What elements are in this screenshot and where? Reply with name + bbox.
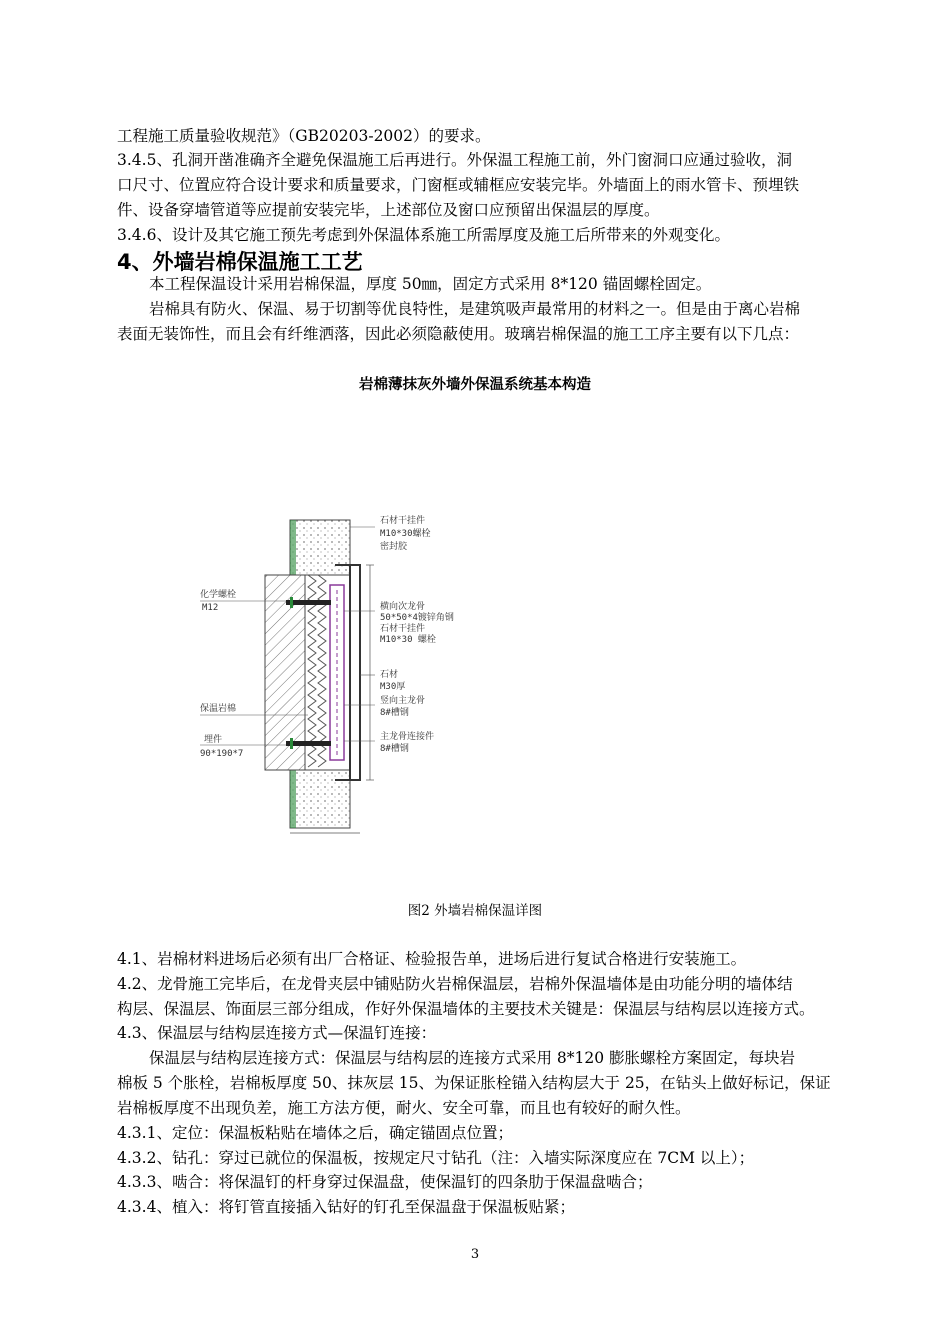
line-17: 4.3.2、钻孔：穿过已就位的保温板，按规定尺寸钻孔（注：入墙实际深度应在 7CM 以上）； — [117, 1149, 755, 1167]
label-stone-hanger-2: 石材干挂件 — [380, 624, 426, 634]
label-keel-connector: 主龙骨连接件 — [380, 732, 435, 742]
label-chemical-bolt: 化学螺栓 — [200, 590, 237, 600]
line-14: 棉板 5 个胀栓，岩棉板厚度 50、抹灰层 15、为保证胀栓锚入结构层大于 25，在钻头上做好标记，保证 — [117, 1074, 831, 1092]
label-stone-thickness: M30厚 — [380, 682, 406, 692]
wall-insulation-detail-drawing — [190, 505, 490, 840]
line-4: 件、设备穿墙管道等应提前安装完毕，上述部位及窗口应预留出保温层的厚度。 — [117, 201, 660, 219]
label-m12: M12 — [202, 603, 219, 613]
line-7: 岩棉具有防火、保温、易于切割等优良特性，是建筑吸声最常用的材料之一。但是由于离心岩棉 — [149, 300, 801, 318]
page-number: 3 — [470, 1247, 480, 1262]
label-channel-1: 8#槽钢 — [380, 708, 409, 718]
line-12: 4.3、保温层与结构层连接方式—保温钉连接： — [117, 1024, 437, 1042]
line-6: 本工程保温设计采用岩棉保温，厚度 50㎜，固定方式采用 8*120 锚固螺栓固定。 — [149, 275, 712, 293]
line-11: 构层、保温层、饰面层三部分组成，作好外保温墙体的主要技术关键是：保温层与结构层以连接方式。 — [117, 1000, 815, 1018]
line-15: 岩棉板厚度不出现负差，施工方法方便，耐火、安全可靠，而且也有较好的耐久性。 — [117, 1099, 691, 1117]
label-stone: 石材 — [380, 670, 399, 680]
section-heading: 4、外墙岩棉保温施工工艺 — [117, 250, 363, 274]
label-channel-2: 8#槽钢 — [380, 744, 409, 754]
line-18: 4.3.3、啮合：将保温钉的杆身穿过保温盘，使保温钉的四条肋于保温盘啮合； — [117, 1173, 653, 1191]
figure-title: 岩棉薄抹灰外墙外保温系统基本构造 — [359, 377, 591, 393]
label-vertical-keel: 竖向主龙骨 — [380, 696, 426, 706]
line-8: 表面无装饰性，而且会有纤维洒落，因此必须隐蔽使用。玻璃岩棉保温的施工工序主要有以下几点： — [117, 325, 800, 343]
label-embedded-part: 埋件 — [204, 735, 223, 745]
label-horizontal-keel: 横向次龙骨 — [380, 602, 426, 612]
label-rock-wool: 保温岩棉 — [200, 704, 237, 714]
figure-caption: 图2 外墙岩棉保温详图 — [407, 903, 543, 919]
label-embedded-size: 90*190*7 — [200, 749, 244, 759]
label-bolt-1: M10*30螺栓 — [380, 529, 431, 539]
line-9: 4.1、岩棉材料进场后必须有出厂合格证、检验报告单，进场后进行复试合格进行安装施工。 — [117, 950, 747, 968]
label-sealant: 密封胶 — [380, 542, 408, 552]
line-10: 4.2、龙骨施工完毕后，在龙骨夹层中铺贴防火岩棉保温层，岩棉外保温墙体是由功能分明的墙体结 — [117, 975, 793, 993]
line-19: 4.3.4、植入：将钉管直接插入钻好的钉孔至保温盘于保温板贴紧； — [117, 1198, 575, 1216]
label-bolt-2: M10*30 螺栓 — [380, 635, 436, 645]
line-1: 工程施工质量验收规范》（GB20203-2002）的要求。 — [117, 127, 491, 145]
label-angle-steel: 50*50*4镀锌角钢 — [380, 613, 454, 623]
line-3: 口尺寸、位置应符合设计要求和质量要求，门窗框或辅框应安装完毕。外墙面上的雨水管卡、预埋铁 — [117, 176, 800, 194]
line-16: 4.3.1、定位：保温板粘贴在墙体之后，确定锚固点位置； — [117, 1124, 513, 1142]
line-2: 3.4.5、孔洞开凿准确齐全避免保温施工后再进行。外保温工程施工前，外门窗洞口应通过验收，洞 — [117, 151, 792, 169]
label-stone-hanger-1: 石材干挂件 — [380, 516, 426, 526]
line-13: 保温层与结构层连接方式：保温层与结构层的连接方式采用 8*120 膨胀螺栓方案固定，每块岩 — [149, 1049, 796, 1067]
line-5: 3.4.6、设计及其它施工预先考虑到外保温体系施工所需厚度及施工后所带来的外观变化。 — [117, 226, 730, 244]
